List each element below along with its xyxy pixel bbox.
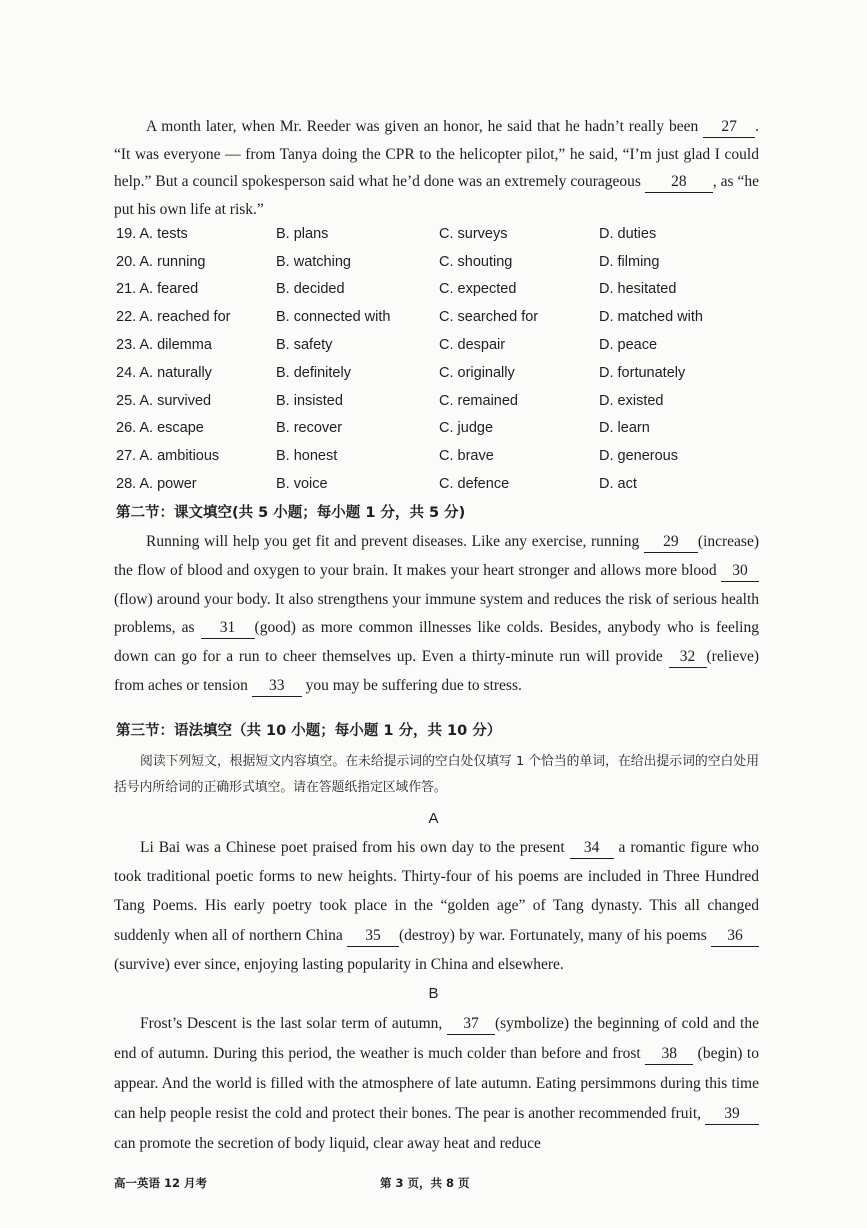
option-b: B. recover xyxy=(276,420,343,437)
option-a: 22. A. reached for xyxy=(116,309,231,326)
blank-33: 33 xyxy=(252,676,302,697)
option-a: 27. A. ambitious xyxy=(116,448,220,465)
option-b: B. honest xyxy=(276,448,338,465)
option-d: D. existed xyxy=(599,392,664,409)
option-row xyxy=(116,470,756,498)
passage-text: a romantic figure who took traditional poetic forms to new heights. Thirty-four of his poems are included in Three Hundred Tang Poems. His early poetry took place in the “golden age” of Tang dynasty. This all changed suddenly when all of northern China xyxy=(114,839,759,944)
option-d: D. filming xyxy=(599,253,660,270)
passage-text: (destroy) by war. Fortunately, many of his poems xyxy=(399,926,711,944)
option-row xyxy=(116,331,756,359)
option-d: D. generous xyxy=(599,448,678,465)
option-d: D. fortunately xyxy=(599,364,686,381)
option-d: D. matched with xyxy=(599,309,703,326)
option-row xyxy=(116,415,756,443)
blank-30: 30 xyxy=(721,561,759,582)
option-b: B. watching xyxy=(276,253,351,270)
option-d: D. peace xyxy=(599,337,658,354)
option-c: C. judge xyxy=(439,420,494,437)
option-c: C. defence xyxy=(439,476,510,493)
section-2-heading: 第二节：课文填空(共 5 小题；每小题 1 分，共 5 分) xyxy=(116,505,466,521)
section-3-heading: 第三节：语法填空（共 10 小题；每小题 1 分，共 10 分） xyxy=(116,723,502,739)
passage-text: (survive) ever since, enjoying lasting popularity in China and elsewhere. xyxy=(114,955,564,973)
passage-text: Li Bai was a Chinese poet praised from his own day to the present xyxy=(140,839,570,856)
footer-page-number: 第 3 页，共 8 页 xyxy=(380,1176,470,1190)
passage-text: Frost’s Descent is the last solar term of autumn, xyxy=(140,1015,447,1032)
option-d: D. act xyxy=(599,476,637,493)
option-a: 28. A. power xyxy=(116,476,197,493)
passage-text: you may be suffering due to stress. xyxy=(301,676,522,694)
blank-38: 38 xyxy=(645,1044,693,1065)
option-b: B. voice xyxy=(276,476,328,493)
option-row xyxy=(116,303,756,331)
option-b: B. decided xyxy=(276,281,345,298)
option-a: 25. A. survived xyxy=(116,392,212,409)
section-2-passage xyxy=(114,528,759,701)
option-c: C. shouting xyxy=(439,253,513,270)
option-d: D. hesitated xyxy=(599,281,677,298)
cloze-passage-end xyxy=(114,113,759,223)
option-c: C. expected xyxy=(439,281,517,298)
blank-29: 29 xyxy=(644,532,698,553)
blank-37: 37 xyxy=(447,1014,495,1035)
passage-label-a: A xyxy=(428,810,439,827)
option-c: C. despair xyxy=(439,337,506,354)
option-row xyxy=(116,442,756,470)
passage-text: (begin) to appear. And the world is filled with the atmosphere of late autumn. Eating persimmons during this time can help people resist the cold and protect their bones. The pear is another recommended fruit, xyxy=(114,1045,759,1122)
option-c: C. searched for xyxy=(439,309,539,326)
passage-text: can promote the secretion of body liquid, clear away heat and reduce xyxy=(114,1135,541,1152)
option-c: C. surveys xyxy=(439,225,508,242)
blank-28: 28 xyxy=(645,172,713,193)
option-d: D. duties xyxy=(599,225,657,242)
option-a: 21. A. feared xyxy=(116,281,199,298)
passage-text: (good) as more common illnesses like colds. Besides, anybody who is feeling down can go for a run to cheer themselves up. Even a thirty-minute run will provide xyxy=(114,619,759,666)
option-a: 23. A. dilemma xyxy=(116,337,212,354)
option-b: B. connected with xyxy=(276,309,391,326)
option-row xyxy=(116,220,756,248)
answer-options xyxy=(116,220,756,498)
option-b: B. definitely xyxy=(276,364,351,381)
blank-39: 39 xyxy=(705,1104,759,1125)
option-a: 19. A. tests xyxy=(116,225,188,242)
blank-36: 36 xyxy=(711,926,759,947)
passage-a xyxy=(114,833,759,979)
blank-32: 32 xyxy=(669,647,707,668)
option-c: C. brave xyxy=(439,448,494,465)
option-b: B. plans xyxy=(276,225,329,242)
passage-text: (relieve) from aches or tension xyxy=(114,648,759,694)
passage-text: (flow) around your body. It also strengthens your immune system and reduces the risk of serious health problems, as xyxy=(114,590,759,637)
passage-text: . “It was everyone — from Tanya doing the CPR to the helicopter pilot,” he said, “I’m just glad I could help.” But a council spokesperson said what he’d done was an extremely courageous xyxy=(114,118,759,190)
blank-31: 31 xyxy=(201,618,255,639)
passage-text: Running will help you get fit and prevent diseases. Like any exercise, running xyxy=(146,533,644,550)
option-c: C. remained xyxy=(439,392,518,409)
blank-35: 35 xyxy=(347,926,399,947)
passage-b xyxy=(114,1009,759,1159)
option-d: D. learn xyxy=(599,420,650,437)
option-a: 24. A. naturally xyxy=(116,364,212,381)
passage-text: (increase) the flow of blood and oxygen to your brain. It makes your heart stronger and allows more blood xyxy=(114,533,759,579)
passage-label-b: B xyxy=(428,985,439,1002)
option-b: B. safety xyxy=(276,337,333,354)
passage-text: (symbolize) the beginning of cold and the end of autumn. During this period, the weather is much colder than before and frost xyxy=(114,1015,759,1062)
option-c: C. originally xyxy=(439,364,515,381)
blank-27: 27 xyxy=(703,117,755,138)
blank-34: 34 xyxy=(570,838,614,859)
option-a: 26. A. escape xyxy=(116,420,204,437)
option-row xyxy=(116,387,756,415)
option-row xyxy=(116,248,756,276)
option-row xyxy=(116,276,756,304)
option-a: 20. A. running xyxy=(116,253,206,270)
passage-text: A month later, when Mr. Reeder was given an honor, he said that he hadn’t really been xyxy=(146,118,704,135)
option-row xyxy=(116,359,756,387)
passage-text: , as “he put his own life at risk.” xyxy=(114,173,759,218)
option-b: B. insisted xyxy=(276,392,343,409)
section-3-instructions: 阅读下列短文，根据短文内容填空。在未给提示词的空白处仅填写 1 个恰当的单词，在给出提示词的空白处用括号内所给词的正确形式填空。请在答题纸指定区域作答。 xyxy=(114,754,759,795)
footer-exam-name: 高一英语 12 月考 xyxy=(114,1176,208,1190)
